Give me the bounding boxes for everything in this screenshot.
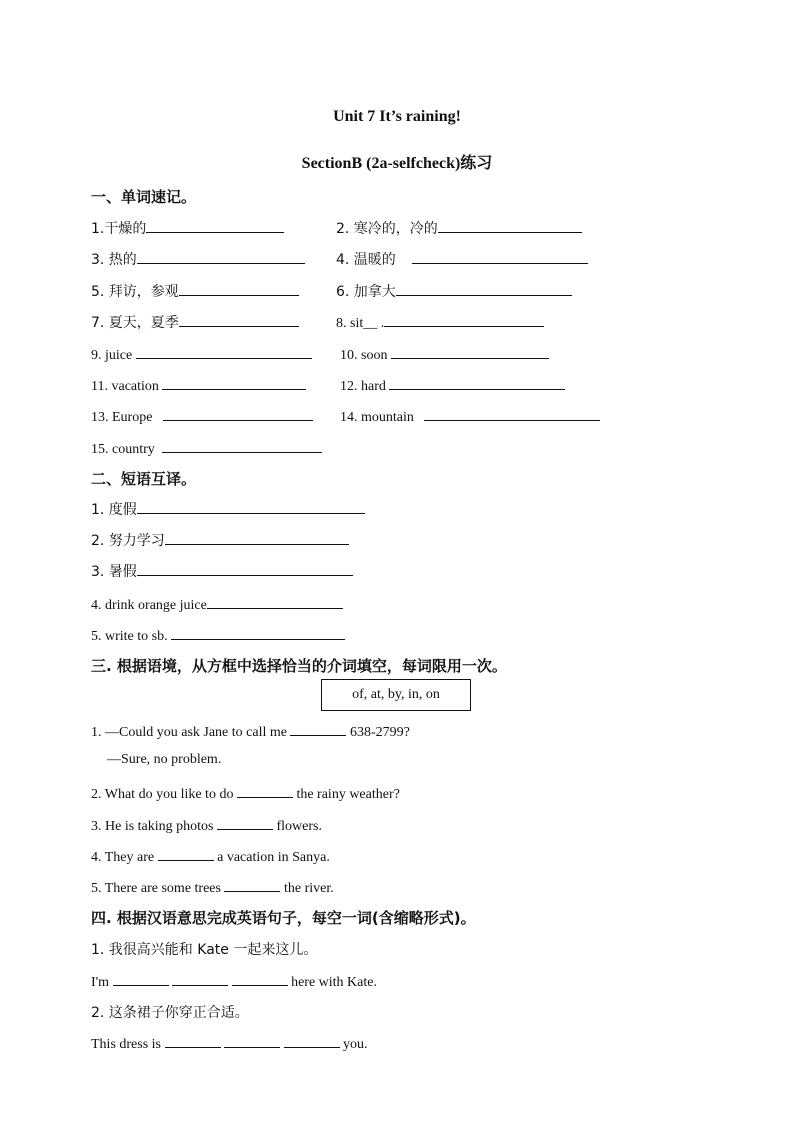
answer-blank[interactable]	[162, 438, 322, 453]
phrase-item: 2. 努力学习	[91, 530, 349, 550]
answer-blank[interactable]	[165, 1033, 221, 1048]
answer-blank[interactable]	[224, 1033, 280, 1048]
vocab-item: 12. hard	[340, 375, 565, 395]
answer-blank[interactable]	[290, 721, 346, 736]
section2-heading: 二、短语互译。	[91, 470, 197, 488]
answer-blank[interactable]	[232, 971, 288, 986]
vocab-item: 1.干燥的	[91, 218, 284, 238]
answer-blank[interactable]	[137, 249, 305, 264]
answer-blank[interactable]	[391, 344, 549, 359]
vocab-item: 2. 寒冷的，冷的	[336, 218, 582, 238]
answer-blank[interactable]	[172, 971, 228, 986]
vocab-item: 4. 温暖的	[336, 249, 588, 269]
answer-blank[interactable]	[158, 846, 214, 861]
answer-blank[interactable]	[113, 971, 169, 986]
answer-blank[interactable]	[162, 375, 306, 390]
translation-1-cn: 1. 我很高兴能和 Kate 一起来这儿。	[91, 942, 318, 958]
vocab-item: 6. 加拿大	[336, 281, 572, 301]
section4-heading: 四. 根据汉语意思完成英语句子，每空一词(含缩略形式)。	[91, 909, 476, 927]
vocab-item: 5. 拜访，参观	[91, 281, 299, 301]
phrase-item: 4. drink orange juice	[91, 594, 343, 614]
phrase-item: 3. 暑假	[91, 561, 353, 581]
vocab-item: 10. soon	[340, 344, 549, 364]
question-1-reply: —Sure, no problem.	[107, 752, 222, 767]
vocab-item: 14. mountain	[340, 406, 600, 426]
vocab-item: 13. Europe	[91, 406, 313, 426]
page-title: Unit 7 It’s raining!	[333, 108, 461, 125]
answer-blank[interactable]	[146, 218, 284, 233]
answer-blank[interactable]	[179, 281, 299, 296]
vocab-item: 8. sit__ .	[336, 312, 544, 332]
answer-blank[interactable]	[237, 783, 293, 798]
answer-blank[interactable]	[163, 406, 313, 421]
answer-blank[interactable]	[438, 218, 582, 233]
answer-blank[interactable]	[136, 344, 312, 359]
phrase-item: 5. write to sb.	[91, 625, 345, 645]
page-subtitle: SectionB (2a-selfcheck)练习	[301, 155, 493, 172]
answer-blank[interactable]	[137, 561, 353, 576]
answer-blank[interactable]	[284, 1033, 340, 1048]
word-bank-box: of, at, by, in, on	[321, 679, 471, 711]
answer-blank[interactable]	[389, 375, 565, 390]
translation-1: I'm here with Kate.	[91, 971, 377, 991]
section3-heading: 三. 根据语境，从方框中选择恰当的介词填空，每词限用一次。	[91, 657, 507, 675]
answer-blank[interactable]	[165, 530, 349, 545]
question-3: 3. He is taking photos flowers.	[91, 815, 322, 835]
answer-blank[interactable]	[384, 312, 544, 327]
vocab-item: 15. country	[91, 438, 322, 458]
answer-blank[interactable]	[412, 249, 588, 264]
vocab-item: 9. juice	[91, 344, 312, 364]
question-5: 5. There are some trees the river.	[91, 877, 334, 897]
answer-blank[interactable]	[207, 594, 343, 609]
question-1: 1. —Could you ask Jane to call me 638-2799?	[91, 721, 410, 741]
answer-blank[interactable]	[171, 625, 345, 640]
vocab-item: 11. vacation	[91, 375, 306, 395]
answer-blank[interactable]	[396, 281, 572, 296]
vocab-item: 7. 夏天，夏季	[91, 312, 299, 332]
answer-blank[interactable]	[179, 312, 299, 327]
answer-blank[interactable]	[424, 406, 600, 421]
translation-2-cn: 2. 这条裙子你穿正合适。	[91, 1005, 249, 1021]
question-2: 2. What do you like to do the rainy weather?	[91, 783, 400, 803]
answer-blank[interactable]	[224, 877, 280, 892]
section1-heading: 一、单词速记。	[91, 188, 197, 206]
translation-2: This dress is you.	[91, 1033, 368, 1053]
answer-blank[interactable]	[137, 499, 365, 514]
vocab-item: 3. 热的	[91, 249, 305, 269]
phrase-item: 1. 度假	[91, 499, 365, 519]
question-4: 4. They are a vacation in Sanya.	[91, 846, 330, 866]
answer-blank[interactable]	[217, 815, 273, 830]
